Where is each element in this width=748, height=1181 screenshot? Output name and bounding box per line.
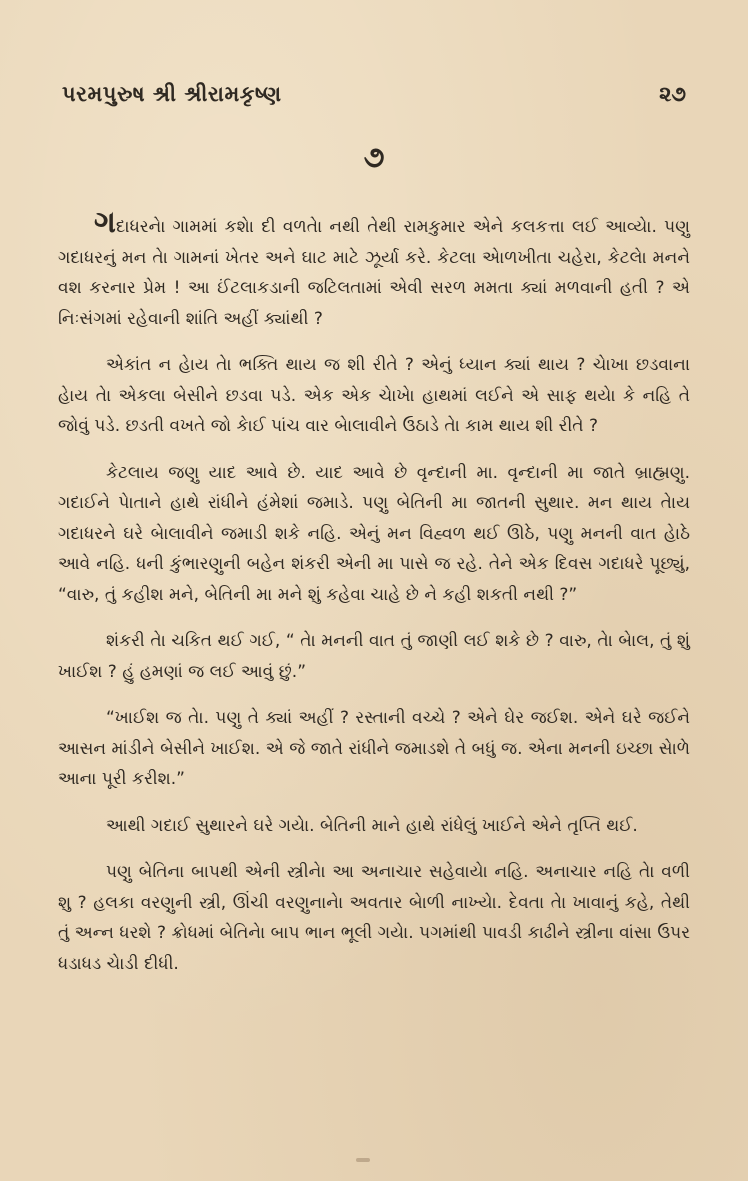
running-head: પરમપુરુષ શ્રી શ્રીરામકૃષ્ણ — [62, 82, 282, 106]
drop-cap: ગ — [94, 205, 116, 240]
paragraph-7: પણુ બેતિના બાપથી એની સ્ત્રીનેા આ અનાચાર સહેવાયેા નહિ. અનાચાર નહિ તેા વળી શુ ? હલકા વરણુની સ્ત્રી, ઊંચી વરણુનાનેા અવતાર બેાળી નાખ્યેા. દેવતા તેા ખાવાનું કહે, તેથી તું અન્ન ધરશે ? ક્રોધમાં બેતિનેા બાપ ભાન ભૂલી ગયેા. પગમાંથી પાવડી કાઢીને સ્ત્રીના વાંસા ઉપર ધડાધડ ચેાડી દીધી. — [58, 862, 690, 974]
paragraph-5: “ખાઈશ જ તેા. પણુ તે ક્યાં અહીં ? રસ્તાની વચ્ચે ? એને ઘેર જઈશ. એને ઘરે જઈને આસન માંડીને બેસીને ખાઈશ. એ જે જાતે રાંધીને જમાડશે તે બધું જ. એના મનની ઇચ્છા સેાળે આના પૂરી કરીશ.” — [58, 708, 690, 789]
paragraph-4: શંકરી તેા ચકિત થઈ ગઈ, “ તેા મનની વાત તું જાણી લઈ શકે છે ? વારુ, તેા બેાલ, તું શું ખાઈશ ? હું હમણાં જ લઈ આવું છું.” — [58, 631, 690, 682]
paragraph-1 — [58, 205, 690, 334]
paper-smudge — [356, 1158, 370, 1162]
paragraph-text: દાધરનેા ગામમાં કશેા દી વળતેા નથી તેથી રામકુમાર એને કલકત્તા લઈ આવ્યેા. પણુ ગદાધરનું મન તેા ગામનાં ખેતર અને ઘાટ માટે ઝૂર્યા કરે. કેટલા એાળખીતા ચહેરા, કેટલેા મનને વશ કરનાર પ્રેમ ! આ ઈંટલાકડાની જટિલતામાં એવી સરળ મમતા ક્યાં મળવાની હતી ? એ નિઃસંગમાં રહેવાની શાંતિ અહીં ક્યાંથી ? — [58, 217, 690, 329]
paragraph-3: કેટલાય જણુ યાદ આવે છે. યાદ આવે છે વૃન્દાની મા. વૃન્દાની મા જાતે બ્રાહ્મણુ. ગદાઈને પેાતાને હાથે રાંધીને હંમેશાં જમાડે. પણુ બેતિની મા જાતની સુથાર. મન થાય તેાય ગદાધરને ઘરે બેાલાવીને જમાડી શકે નહિ. એનું મન વિહ્વળ થઈ ઊઠે, પણુ મનની વાત હેાઠે આવે નહિ. ધની કુંભારણુની બહેન શંકરી એની મા પાસે જ રહે. તેને એક દિવસ ગદાધરે પૂછ્યું, “વારુ, તું કહીશ મને, બેતિની મા મને શું કહેવા ચાહે છે ને કહી શકતી નથી ?” — [58, 462, 690, 605]
chapter-number: ૭ — [363, 140, 385, 175]
body-text — [58, 205, 690, 995]
paragraph-2: એકાંત ન હેાય તેા ભક્તિ થાય જ શી રીતે ? એનું ધ્યાન ક્યાં થાય ? ચેાખા છડવાના હેાય તેા એકલા બેસીને છડવા પડે. એક એક ચેાખેા હાથમાં લઈને એ સાફ થયેા કે નહિ તે જોવું પડે. છડતી વખતે જો કેાઈ પાંચ વાર બેાલાવીને ઉઠાડે તેા કામ થાય શી રીતે ? — [58, 355, 690, 436]
page-number: ૨૭ — [659, 82, 686, 106]
paragraph-6: આથી ગદાઈ સુથારને ઘરે ગયેા. બેતિની માને હાથે રાંધેલું ખાઈને એને તૃપ્તિ થઈ. — [106, 815, 638, 836]
